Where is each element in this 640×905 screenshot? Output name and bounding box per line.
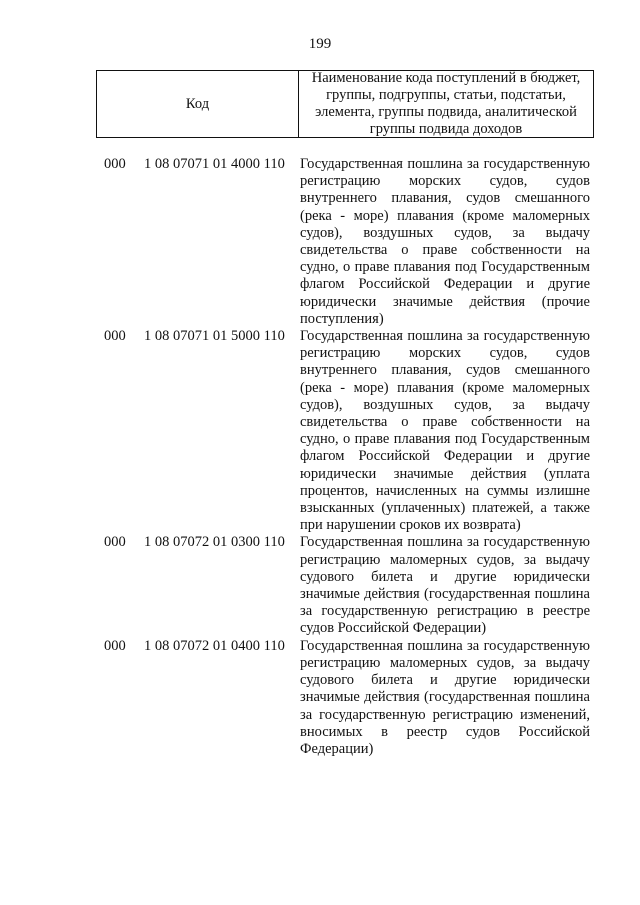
table-body [104,156,594,758]
table-row [104,156,594,328]
admin-code: 000 [104,328,126,345]
revenue-description: Государственная пошлина за государственную регистрацию морских судов, судов внутреннего плавания, судов смешанного (река - море) плавания (кроме маломерных судов), воздушных судов, за выдачу свидетельства о праве собственности на судно, о праве плавания под Государственным флагом Российской Федерации и другие юридически значимые действия (уплата процентов, начисленных на суммы излишне взысканных (уплаченных) платежей, а также при нарушении сроков их возврата) [300,328,590,534]
table-row [104,638,594,758]
admin-code: 000 [104,534,126,551]
header-code-cell: Код [97,71,299,137]
table-row [104,534,594,637]
table-row [104,328,594,534]
revenue-code: 1 08 07071 01 5000 110 [144,328,285,345]
revenue-code: 1 08 07072 01 0400 110 [144,637,285,654]
revenue-code: 1 08 07072 01 0300 110 [144,534,285,551]
admin-code: 000 [104,156,126,172]
revenue-description: Государственная пошлина за государственную регистрацию маломерных судов, за выдачу судового билета и другие юридически значимые действия (государственная пошлина за государственную регистрацию в реестре судов Российской Федерации) [300,534,590,637]
revenue-code: 1 08 07071 01 4000 110 [144,156,285,172]
revenue-description: Государственная пошлина за государственную регистрацию морских судов, судов внутреннего плавания, судов смешанного (река - море) плавания (кроме маломерных судов), воздушных судов, за выдачу свидетельства о праве собственности на судно, о праве плавания под Государственным флагом Российской Федерации и другие юридически значимые действия (прочие поступления) [300,156,590,327]
admin-code: 000 [104,637,126,654]
header-name-cell: Наименование кода поступлений в бюджет, группы, подгруппы, статьи, подстатьи, элемента, группы подвида, аналитической группы подвида доходов [311,70,581,137]
table-header [96,70,594,138]
revenue-description: Государственная пошлина за государственную регистрацию маломерных судов, за выдачу судового билета и другие юридически значимые действия (государственная пошлина за государственную регистрацию изменений, вносимых в реестр судов Российской Федерации) [300,637,590,757]
page-number: 199 [308,36,332,52]
